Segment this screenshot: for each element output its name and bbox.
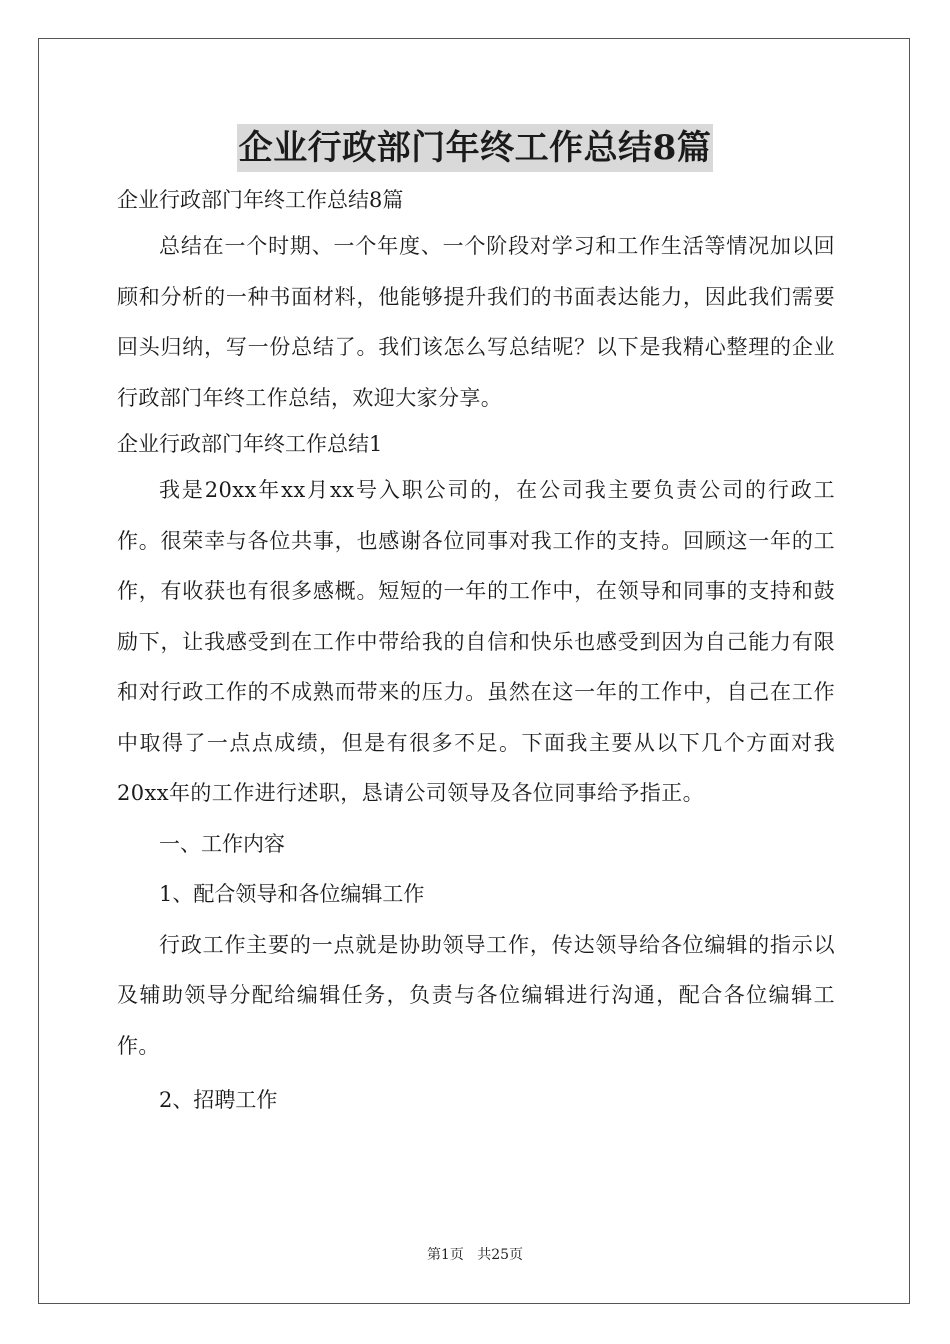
intro-paragraph: 总结在一个时期、一个年度、一个阶段对学习和工作生活等情况加以回顾和分析的一种书面材料，他能够提升我们的书面表达能力，因此我们需要回头归纳，写一份总结了。我们该怎么写总结呢？以下是我精心整理的企业行政部门年终工作总结，欢迎大家分享。 (117, 234, 835, 410)
section-1-title: 企业行政部门年终工作总结1 (117, 432, 383, 456)
item-1-paragraph: 行政工作主要的一点就是协助领导工作，传达领导给各位编辑的指示以及辅助领导分配给编辑任务，负责与各位编辑进行沟通，配合各位编辑工作。 (117, 932, 835, 1058)
document-body (117, 179, 835, 1126)
document-subtitle: 企业行政部门年终工作总结8篇 (117, 188, 404, 212)
title-container (0, 124, 950, 172)
section-1-paragraph: 我是20xx年xx月xx号入职公司的，在公司我主要负责公司的行政工作。很荣幸与各位共事，也感谢各位同事对我工作的支持。回顾这一年的工作，有收获也有很多感概。短短的一年的工作中，在领导和同事的支持和鼓励下，让我感受到在工作中带给我的自信和快乐也感受到因为自己能力有限和对行政工作的不成熟而带来的压力。虽然在这一年的工作中，自己在工作中取得了一点点成绩，但是有很多不足。下面我主要从以下几个方面对我20xx年的工作进行述职，恳请公司领导及各位同事给予指正。 (117, 478, 835, 805)
page-footer (0, 1244, 950, 1264)
page-number: 第1页 (426, 1247, 464, 1263)
page-total: 共25页 (477, 1247, 524, 1263)
heading-item-2: 2、招聘工作 (159, 1088, 278, 1112)
heading-work-content: 一、工作内容 (159, 831, 285, 856)
document-title: 企业行政部门年终工作总结8篇 (237, 124, 714, 172)
heading-item-1: 1、配合领导和各位编辑工作 (159, 882, 425, 906)
